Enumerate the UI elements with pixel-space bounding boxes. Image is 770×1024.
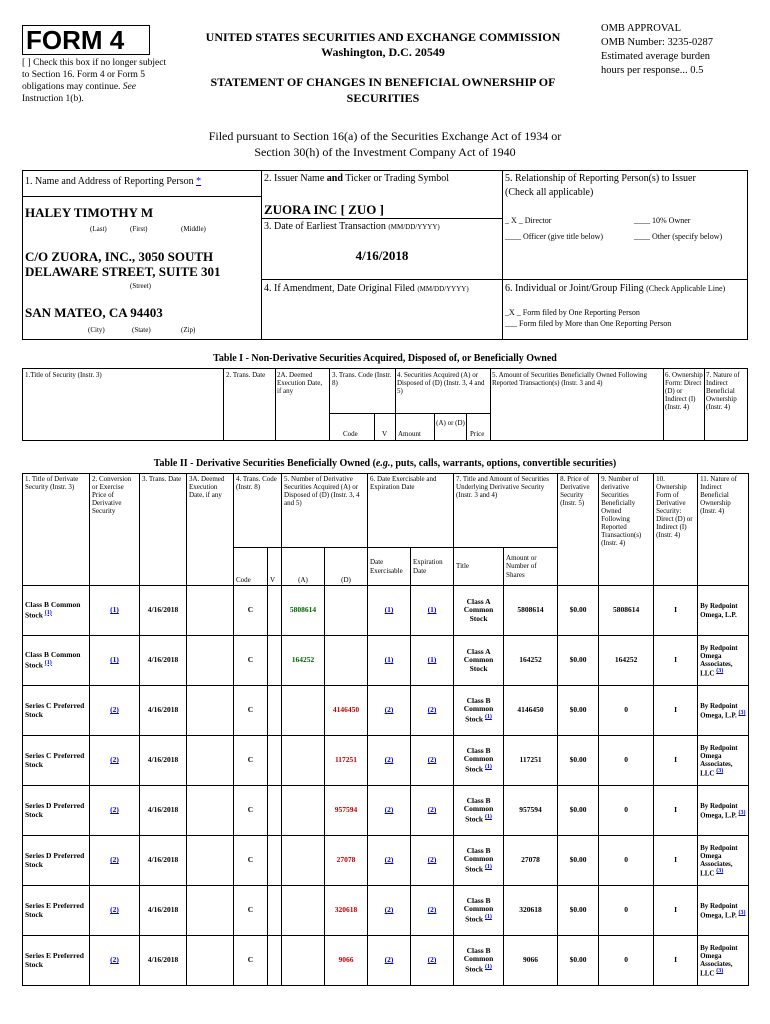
owned-following: 0 — [599, 936, 654, 986]
owned-following: 0 — [599, 736, 654, 786]
statement-title-1: STATEMENT OF CHANGES IN BENEFICIAL OWNERSHIP OF — [210, 75, 556, 89]
box4-label: 4. If Amendment, Date Original Filed (MM/DD/YYYY) — [264, 283, 469, 294]
ownership-nature — [698, 586, 749, 636]
underlying-title-text: Class B Common Stock — [463, 745, 494, 774]
date-exercisable — [368, 886, 411, 936]
security-name: Series E Preferred Stock — [25, 900, 84, 919]
derivative-price: $0.00 — [558, 586, 599, 636]
date-exercisable — [368, 786, 411, 836]
security-name: Series C Preferred Stock — [25, 700, 85, 719]
t2-col3: 3. Trans. Date — [140, 474, 187, 586]
disposed-amount — [325, 636, 368, 686]
transaction-code: C — [234, 786, 268, 836]
security-title — [23, 786, 90, 836]
transaction-v — [268, 886, 282, 936]
omb-burden-1: Estimated average burden — [601, 51, 711, 62]
expiration-footnote-link[interactable]: (2) — [427, 755, 437, 765]
transaction-v — [268, 936, 282, 986]
disposed-amount: 27078 — [325, 836, 368, 886]
transaction-code: C — [234, 636, 268, 686]
t2-date-exercisable: Date Exercisable — [368, 548, 411, 586]
underlying-footnote-link[interactable]: (1) — [484, 714, 492, 721]
security-name: Series D Preferred Stock — [25, 800, 85, 819]
deemed-execution-date — [187, 636, 234, 686]
deemed-execution-date — [187, 786, 234, 836]
conversion-price — [90, 586, 140, 636]
table-row — [23, 886, 749, 936]
ownership-form: I — [654, 686, 698, 736]
transaction-v — [268, 786, 282, 836]
ownership-nature — [698, 836, 749, 886]
acquired-amount — [282, 786, 325, 836]
t1-col4: 4. Securities Acquired (A) or Disposed of (D) (Instr. 3, 4 and 5) — [397, 371, 485, 396]
ownership-nature — [698, 936, 749, 986]
nature-footnote-link[interactable]: (3) — [716, 967, 724, 974]
underlying-footnote-link[interactable]: (1) — [484, 914, 492, 921]
omb-number: OMB Number: 3235-0287 — [601, 37, 713, 48]
underlying-title — [454, 736, 504, 786]
t2-col1: 1. Title of Derivate Security (Instr. 3) — [23, 474, 90, 586]
t2-col5: 5. Number of Derivative Securities Acquired (A) or Disposed of (D) (Instr. 3, 4 and 5) — [282, 474, 368, 548]
transaction-date: 4/16/2018 — [140, 936, 187, 986]
agency-location: Washington, D.C. 20549 — [321, 45, 445, 59]
security-name: Series D Preferred Stock — [25, 850, 85, 869]
expiration-footnote-link[interactable]: (1) — [427, 605, 437, 615]
transaction-date: 4/16/2018 — [140, 786, 187, 836]
disposed-amount: 117251 — [325, 736, 368, 786]
underlying-title-text: Class B Common Stock — [463, 945, 494, 974]
underlying-title-text: Class A Common Stock — [463, 596, 494, 623]
omb-burden-2: hours per response... 0.5 — [601, 65, 704, 76]
conversion-price — [90, 786, 140, 836]
instruction-text: Instruction 1(b). — [22, 93, 84, 104]
t2-col10: 10. Ownership Form of Derivative Security: Direct (D) or Indirect (I) (Instr. 4) — [654, 474, 698, 586]
exercisable-footnote-link[interactable]: (1) — [384, 655, 394, 665]
reporting-person-name: HALEY TIMOTHY M — [25, 205, 154, 220]
see-label: See — [122, 81, 136, 92]
ownership-nature — [698, 636, 749, 686]
conversion-footnote-link[interactable]: (2) — [110, 955, 119, 965]
t2-col2: 2. Conversion or Exercise Price of Derivative Security — [90, 474, 140, 586]
underlying-title — [454, 586, 504, 636]
zip-label: (Zip) — [181, 326, 196, 334]
t1-col7: 7. Nature of Indirect Beneficial Ownership (Instr. 4) — [706, 371, 740, 412]
expiration-footnote-link[interactable]: (1) — [427, 655, 437, 665]
acquired-amount: 5808614 — [282, 586, 325, 636]
derivative-price: $0.00 — [558, 686, 599, 736]
security-title — [23, 836, 90, 886]
nature-footnote-link[interactable]: (3) — [738, 709, 746, 716]
filed-by-more-option[interactable]: ___ Form filed by More than One Reporting Person — [505, 319, 672, 328]
transaction-date: 4/16/2018 — [140, 736, 187, 786]
city-state-zip: SAN MATEO, CA 94403 — [25, 305, 163, 320]
t2-title: Title — [454, 548, 504, 586]
underlying-shares: 320618 — [504, 886, 558, 936]
underlying-shares: 27078 — [504, 836, 558, 886]
acquired-amount — [282, 686, 325, 736]
box5-label-1: 5. Relationship of Reporting Person(s) to Issuer — [505, 173, 696, 184]
disposed-amount: 9066 — [325, 936, 368, 986]
derivative-price: $0.00 — [558, 786, 599, 836]
security-title — [23, 736, 90, 786]
disposed-amount: 4146450 — [325, 686, 368, 736]
t2-col3a: 3A. Deemed Execution Date, if any — [187, 474, 234, 586]
underlying-shares: 164252 — [504, 636, 558, 686]
table-row — [23, 786, 749, 836]
nature-footnote-link[interactable]: (3) — [716, 767, 724, 774]
derivative-price: $0.00 — [558, 636, 599, 686]
city-label: (City) — [88, 326, 105, 334]
underlying-footnote-link[interactable]: (1) — [484, 764, 492, 771]
expiration-footnote-link[interactable]: (2) — [427, 805, 437, 815]
nature-footnote-link[interactable]: (3) — [738, 809, 746, 816]
conversion-footnote-link[interactable]: (2) — [110, 805, 119, 815]
disposed-amount — [325, 586, 368, 636]
underlying-shares: 9066 — [504, 936, 558, 986]
deemed-execution-date — [187, 736, 234, 786]
underlying-shares: 957594 — [504, 786, 558, 836]
ownership-nature-text: By Redpoint Omega Associates, LLC — [700, 943, 738, 978]
underlying-footnote-link[interactable]: (1) — [484, 864, 492, 871]
ownership-nature-text: By Redpoint Omega, L.P. — [700, 701, 738, 720]
derivative-price: $0.00 — [558, 836, 599, 886]
table-row — [23, 736, 749, 786]
t1-col1: 1.Title of Security (Instr. 3) — [25, 371, 102, 379]
exercisable-footnote-link[interactable]: (2) — [384, 705, 394, 715]
transaction-v — [268, 586, 282, 636]
security-footnote-link[interactable]: (1) — [44, 609, 52, 616]
security-footnote-link[interactable]: (1) — [44, 659, 52, 666]
expiration-date — [411, 736, 454, 786]
date-exercisable — [368, 736, 411, 786]
ownership-nature — [698, 686, 749, 736]
conversion-footnote-link[interactable]: (1) — [110, 655, 119, 665]
owned-following: 0 — [599, 686, 654, 736]
deemed-execution-date — [187, 886, 234, 936]
conversion-price — [90, 686, 140, 736]
security-name: Series E Preferred Stock — [25, 950, 84, 969]
expiration-date — [411, 786, 454, 836]
table-row — [23, 686, 749, 736]
street-label: (Street) — [130, 282, 151, 290]
deemed-execution-date — [187, 836, 234, 886]
security-title — [23, 636, 90, 686]
t1-price: Price — [470, 430, 485, 438]
security-title — [23, 586, 90, 636]
filed-pursuant-2: Section 30(h) of the Investment Company Act of 1940 — [254, 145, 516, 159]
ownership-nature — [698, 736, 749, 786]
transaction-date: 4/16/2018 — [140, 686, 187, 736]
exercisable-footnote-link[interactable]: (1) — [384, 605, 394, 615]
conversion-price — [90, 836, 140, 886]
date-exercisable — [368, 936, 411, 986]
underlying-title — [454, 636, 504, 686]
middle-label: (Middle) — [181, 225, 206, 233]
underlying-title — [454, 786, 504, 836]
t2-code: Code — [234, 548, 268, 586]
deemed-execution-date — [187, 936, 234, 986]
expiration-date — [411, 686, 454, 736]
date-exercisable — [368, 636, 411, 686]
underlying-footnote-link[interactable]: (1) — [484, 964, 492, 971]
date-exercisable — [368, 586, 411, 636]
disposed-amount: 320618 — [325, 886, 368, 936]
t2-amount-shares: Amount or Number of Shares — [504, 548, 558, 586]
deemed-execution-date — [187, 686, 234, 736]
underlying-title — [454, 886, 504, 936]
expiration-footnote-link[interactable]: (2) — [427, 855, 437, 865]
conversion-price — [90, 636, 140, 686]
ownership-nature-text: By Redpoint Omega, L.P. — [700, 801, 738, 820]
acquired-amount — [282, 736, 325, 786]
date-exercisable — [368, 686, 411, 736]
derivative-table — [22, 473, 749, 986]
date-exercisable — [368, 836, 411, 886]
acquired-amount — [282, 936, 325, 986]
expiration-date — [411, 586, 454, 636]
checkbox-text: [ ] Check this box if no longer subject to Section 16. Form 4 or Form 5 obligations may continue. — [22, 58, 167, 92]
underlying-title-text: Class B Common Stock — [463, 845, 494, 874]
transaction-v — [268, 836, 282, 886]
transaction-date: 4/16/2018 — [140, 586, 187, 636]
underlying-title-text: Class B Common Stock — [463, 695, 494, 724]
acquired-amount — [282, 886, 325, 936]
derivative-price: $0.00 — [558, 936, 599, 986]
box1-label: 1. Name and Address of Reporting Person * — [25, 176, 202, 187]
derivative-price: $0.00 — [558, 736, 599, 786]
transaction-v — [268, 686, 282, 736]
underlying-title — [454, 936, 504, 986]
owned-following: 0 — [599, 836, 654, 886]
ownership-form: I — [654, 836, 698, 886]
security-title — [23, 886, 90, 936]
form-title: FORM 4 — [26, 25, 125, 55]
first-label: (First) — [130, 225, 148, 233]
expiration-date — [411, 886, 454, 936]
conversion-footnote-link[interactable]: (2) — [110, 755, 119, 765]
ownership-nature-text: By Redpoint Omega, L.P. — [700, 602, 738, 619]
owned-following: 0 — [599, 786, 654, 836]
table-row — [23, 636, 749, 686]
conversion-footnote-link[interactable]: (2) — [110, 705, 119, 715]
underlying-shares: 117251 — [504, 736, 558, 786]
expiration-date — [411, 836, 454, 886]
conversion-footnote-link[interactable]: (2) — [110, 855, 119, 865]
street-line-2: DELAWARE STREET, SUITE 301 — [25, 264, 221, 279]
footnote-star-link[interactable]: * — [196, 176, 202, 187]
t1-col2: 2. Trans. Date — [226, 371, 266, 379]
transaction-v — [268, 636, 282, 686]
earliest-transaction-date: 4/16/2018 — [355, 248, 409, 263]
owned-following: 5808614 — [599, 586, 654, 636]
owned-following: 0 — [599, 886, 654, 936]
transaction-code: C — [234, 936, 268, 986]
t1-amount: Amount — [398, 430, 421, 438]
director-option[interactable]: _ X _ Director — [505, 216, 552, 225]
filed-by-one-option[interactable]: _X _ Form filed by One Reporting Person — [505, 308, 640, 317]
exercisable-footnote-link[interactable]: (2) — [384, 905, 394, 915]
t2-col11: 11. Nature of Indirect Beneficial Ownership (Instr. 4) — [698, 474, 749, 586]
table-row — [23, 836, 749, 886]
ownership-form: I — [654, 886, 698, 936]
t2-col8: 8. Price of Derivative Security (Instr. 5) — [558, 474, 599, 586]
expiration-footnote-link[interactable]: (2) — [427, 905, 437, 915]
ownership-nature-text: By Redpoint Omega Associates, LLC — [700, 843, 738, 878]
t1-col2a: 2A. Deemed Execution Date, if any — [277, 371, 323, 396]
underlying-title-text: Class B Common Stock — [463, 795, 494, 824]
t1-v: V — [382, 430, 388, 438]
box5-label-2: (Check all applicable) — [505, 187, 594, 198]
owned-following: 164252 — [599, 636, 654, 686]
transaction-date: 4/16/2018 — [140, 836, 187, 886]
statement-title-2: SECURITIES — [346, 91, 420, 105]
ownership-form: I — [654, 586, 698, 636]
ownership-form: I — [654, 936, 698, 986]
ownership-form: I — [654, 786, 698, 836]
box6-label: 6. Individual or Joint/Group Filing (Check Applicable Line) — [505, 283, 726, 294]
transaction-date: 4/16/2018 — [140, 636, 187, 686]
exercisable-footnote-link[interactable]: (2) — [384, 855, 394, 865]
acquired-amount: 164252 — [282, 636, 325, 686]
expiration-date — [411, 936, 454, 986]
transaction-date: 4/16/2018 — [140, 886, 187, 936]
transaction-code: C — [234, 836, 268, 886]
t2-col7: 7. Title and Amount of Securities Underlying Derivative Security (Instr. 3 and 4) — [454, 474, 558, 548]
expiration-footnote-link[interactable]: (2) — [427, 955, 437, 965]
nature-footnote-link[interactable]: (3) — [738, 909, 746, 916]
conversion-price — [90, 736, 140, 786]
table1-title: Table I - Non-Derivative Securities Acquired, Disposed of, or Beneficially Owned — [213, 353, 557, 364]
t2-col9: 9. Number of derivative Securities Beneficially Owned Following Reported Transaction(s) (Instr. 4) — [599, 474, 654, 586]
conversion-price — [90, 886, 140, 936]
no-longer-subject-checkbox[interactable] — [22, 58, 168, 106]
security-title — [23, 686, 90, 736]
exercisable-footnote-link[interactable]: (2) — [384, 955, 394, 965]
issuer-name-ticker: ZUORA INC [ ZUO ] — [264, 202, 384, 217]
expiration-footnote-link[interactable]: (2) — [427, 705, 437, 715]
transaction-v — [268, 736, 282, 786]
security-name: Class B Common Stock — [25, 600, 81, 620]
transaction-code: C — [234, 886, 268, 936]
state-label: (State) — [132, 326, 151, 334]
t2-d: (D) — [325, 548, 368, 586]
t2-col4: 4. Trans. Code (Instr. 8) — [234, 474, 282, 548]
conversion-footnote-link[interactable]: (1) — [110, 605, 119, 615]
underlying-footnote-link[interactable]: (1) — [484, 814, 492, 821]
other-option[interactable]: ____ Other (specify below) — [634, 232, 723, 241]
transaction-code: C — [234, 686, 268, 736]
ownership-form: I — [654, 736, 698, 786]
transaction-code: C — [234, 736, 268, 786]
t1-aord: (A) or (D) — [436, 419, 465, 427]
street-line-1: C/O ZUORA, INC., 3050 SOUTH — [25, 249, 214, 264]
last-label: (Last) — [90, 225, 107, 233]
t2-a: (A) — [282, 548, 325, 586]
t1-code: Code — [343, 430, 358, 438]
conversion-footnote-link[interactable]: (2) — [110, 905, 119, 915]
nature-footnote-link[interactable]: (3) — [716, 667, 724, 674]
deemed-execution-date — [187, 586, 234, 636]
nature-footnote-link[interactable]: (3) — [716, 867, 724, 874]
t1-col6: 6. Ownership Form: Direct (D) or Indirect (I) (Instr. 4) — [665, 371, 703, 412]
ownership-form: I — [654, 636, 698, 686]
transaction-code: C — [234, 586, 268, 636]
derivative-price: $0.00 — [558, 886, 599, 936]
exercisable-footnote-link[interactable]: (2) — [384, 755, 394, 765]
table-row — [23, 586, 749, 636]
disposed-amount: 957594 — [325, 786, 368, 836]
conversion-price — [90, 936, 140, 986]
exercisable-footnote-link[interactable]: (2) — [384, 805, 394, 815]
security-name: Class B Common Stock — [25, 650, 81, 670]
ownership-nature-text: By Redpoint Omega, L.P. — [700, 901, 738, 920]
security-title — [23, 936, 90, 986]
ownership-nature — [698, 786, 749, 836]
acquired-amount — [282, 836, 325, 886]
underlying-title — [454, 686, 504, 736]
t1-col3: 3. Trans. Code (Instr. 8) — [332, 371, 392, 388]
security-name: Series C Preferred Stock — [25, 750, 85, 769]
underlying-shares: 4146450 — [504, 686, 558, 736]
filed-pursuant-1: Filed pursuant to Section 16(a) of the Securities Exchange Act of 1934 or — [208, 129, 562, 143]
underlying-title — [454, 836, 504, 886]
underlying-title-text: Class A Common Stock — [463, 646, 494, 673]
expiration-date — [411, 636, 454, 686]
table-row — [23, 936, 749, 986]
ownership-nature-text: By Redpoint Omega Associates, LLC — [700, 743, 738, 778]
t2-expiration: Expiration Date — [411, 548, 454, 586]
t2-col6: 6. Date Exercisable and Expiration Date — [368, 474, 454, 548]
ownership-nature — [698, 886, 749, 936]
omb-approval: OMB APPROVAL — [601, 23, 682, 34]
ten-pct-owner-option[interactable]: ____ 10% Owner — [634, 216, 691, 225]
t2-v: V — [268, 548, 282, 586]
underlying-title-text: Class B Common Stock — [463, 895, 494, 924]
ownership-nature-text: By Redpoint Omega Associates, LLC — [700, 643, 738, 678]
agency-name: UNITED STATES SECURITIES AND EXCHANGE COMMISSION — [205, 30, 561, 44]
t1-col5: 5. Amount of Securities Beneficially Owned Following Reported Transaction(s) (Instr. 3 and 4) — [492, 371, 647, 388]
underlying-shares: 5808614 — [504, 586, 558, 636]
box3-label: 3. Date of Earliest Transaction (MM/DD/YYYY) — [264, 221, 440, 232]
box2-label: 2. Issuer Name and Ticker or Trading Symbol — [264, 173, 450, 184]
table2-title: Table II - Derivative Securities Beneficially Owned (e.g., puts, calls, warrants, options, convertible securities) — [153, 458, 617, 469]
officer-option[interactable]: ____ Officer (give title below) — [505, 232, 604, 241]
